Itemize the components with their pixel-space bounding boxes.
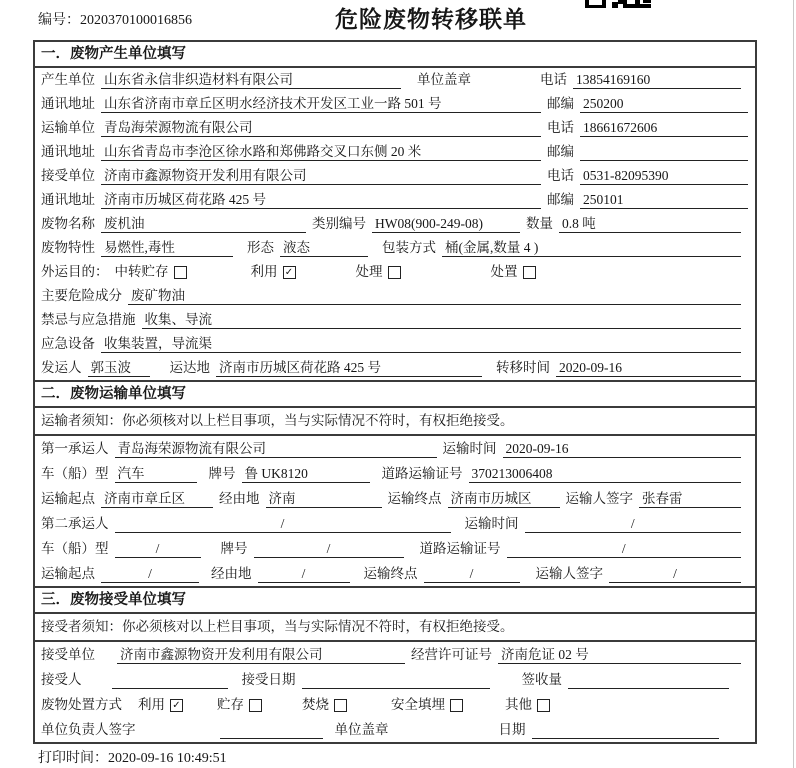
field-label: 通讯地址	[41, 192, 95, 207]
field-label: 包装方式	[382, 240, 436, 255]
field-value	[568, 671, 729, 689]
field-label: 应急设备	[41, 336, 95, 351]
field-label: 接受单位	[41, 647, 95, 662]
manifest-form	[33, 40, 757, 744]
field-label: 运输时间	[464, 516, 519, 531]
field-label: 发运人	[41, 360, 82, 375]
option-label: 处理	[355, 264, 383, 279]
field-label: 运输人签字	[565, 491, 633, 506]
checkbox-icon	[450, 699, 463, 712]
field-value	[112, 671, 228, 689]
field-label: 运输单位	[41, 120, 95, 135]
page-title: 危险废物转移联单	[335, 6, 527, 32]
field-value: 青岛海荣源物流有限公司	[115, 440, 437, 458]
field-value: 郭玉波	[88, 359, 150, 377]
field-label: 禁忌与应急措施	[41, 312, 136, 327]
serial-value: 2020370100016856	[80, 13, 192, 28]
field-value: 液态	[280, 239, 368, 257]
row-receiver-unit	[35, 164, 755, 188]
field-label: 单位盖章	[334, 722, 389, 737]
field-value: 济南市章丘区	[101, 490, 213, 508]
field-value: 250200	[580, 95, 748, 113]
field-label: 产生单位	[41, 72, 95, 87]
section1-header: 一．废物产生单位填写	[35, 42, 755, 68]
field-label: 牌号	[220, 541, 248, 556]
field-value: 汽车	[115, 465, 197, 483]
option-landfill	[391, 696, 463, 714]
row-hazard-component	[35, 284, 755, 308]
field-label: 第一承运人	[41, 441, 109, 456]
option-treat	[356, 263, 401, 281]
option-store	[217, 696, 262, 714]
field-label: 主要危险成分	[41, 288, 122, 303]
field-value: 废机油	[101, 215, 306, 233]
field-label: 道路运输证号	[381, 466, 463, 481]
option-dispose	[491, 263, 536, 281]
option-label: 安全填埋	[391, 697, 445, 712]
row-transfer-purpose	[35, 260, 755, 284]
field-label: 接受人	[41, 672, 82, 687]
row-accept-unit	[35, 642, 755, 667]
section2-header: 二．废物运输单位填写	[35, 380, 755, 408]
checkbox-checked-icon: ✓	[283, 266, 296, 279]
field-value: 济南市历城区荷花路 425 号	[101, 191, 541, 209]
field-value	[532, 721, 720, 739]
checkbox-icon	[174, 266, 187, 279]
row-responsible-signature	[35, 717, 755, 742]
field-value: 2020-09-16	[556, 359, 741, 377]
field-value: /	[507, 540, 742, 558]
field-value: 鲁 UK8120	[242, 465, 370, 483]
field-value: 济南市鑫源物资开发利用有限公司	[101, 167, 541, 185]
field-value	[302, 671, 490, 689]
field-value: 易燃性,毒性	[101, 239, 233, 257]
field-label: 电话	[547, 120, 574, 135]
field-value: 0531-82095390	[580, 167, 748, 185]
field-value: 收集装置，导流渠	[101, 335, 741, 353]
option-label: 处置	[490, 264, 518, 279]
option-transfer-storage	[115, 263, 187, 281]
row-emergency-equipment	[35, 332, 755, 356]
field-value: 济南市历城区荷花路 425 号	[216, 359, 482, 377]
field-value: 收集、导流	[142, 311, 742, 329]
row-route-2	[35, 561, 755, 586]
field-value: /	[258, 565, 350, 583]
row-waste-name	[35, 212, 755, 236]
field-value	[220, 721, 323, 739]
row-route-1	[35, 486, 755, 511]
option-utilize	[138, 696, 183, 714]
field-value: /	[101, 565, 199, 583]
row-first-carrier	[35, 436, 755, 461]
field-label: 车（船）型	[41, 541, 109, 556]
field-label: 运输时间	[442, 441, 497, 456]
print-time-value: 2020-09-16 10:49:51	[108, 751, 227, 766]
field-label: 运输起点	[41, 566, 95, 581]
field-value	[580, 143, 748, 161]
field-value: HW08(900-249-08)	[372, 215, 520, 233]
field-value: /	[254, 540, 404, 558]
field-value: /	[115, 515, 451, 533]
field-value: 山东省济南市章丘区明水经济技术开发区工业一路 501 号	[101, 95, 541, 113]
field-value: 张春雷	[639, 490, 741, 508]
field-label: 电话	[540, 72, 567, 87]
field-value: 济南市历城区	[448, 490, 560, 508]
checkbox-icon	[523, 266, 536, 279]
checkbox-icon	[249, 699, 262, 712]
row-accept-person	[35, 667, 755, 692]
field-label: 废物处置方式	[41, 697, 122, 712]
field-label: 数量	[526, 216, 553, 231]
option-label: 贮存	[217, 697, 244, 712]
field-value: /	[525, 515, 742, 533]
field-label: 第二承运人	[41, 516, 109, 531]
section3-header: 三．废物接受单位填写	[35, 586, 755, 614]
field-label: 邮编	[547, 192, 574, 207]
field-label: 邮编	[547, 96, 574, 111]
checkbox-checked-icon: ✓	[170, 699, 183, 712]
field-label: 废物特性	[41, 240, 95, 255]
page-edge-line	[793, 0, 794, 768]
transporter-notice: 运输者须知：你必须核对以上栏目事项，当与实际情况不符时，有权拒绝接受。	[35, 408, 755, 436]
field-value: 济南	[266, 490, 382, 508]
option-label: 其他	[505, 697, 532, 712]
row-emergency-measures	[35, 308, 755, 332]
field-label: 运输人签字	[535, 566, 603, 581]
row-receiver-address	[35, 188, 755, 212]
option-label: 利用	[250, 264, 278, 279]
field-label: 牌号	[208, 466, 236, 481]
option-label: 中转贮存	[114, 264, 169, 279]
field-label: 接受日期	[241, 672, 296, 687]
field-label: 外运目的：	[41, 264, 109, 279]
print-time-line	[38, 747, 227, 767]
field-value: 山东省青岛市李沧区徐水路和郑佛路交叉口东侧 20 米	[101, 143, 541, 161]
row-vehicle-type-2	[35, 536, 755, 561]
print-time-label: 打印时间：	[38, 751, 108, 766]
option-label: 焚烧	[302, 697, 329, 712]
field-value: /	[609, 565, 741, 583]
field-label: 通讯地址	[41, 96, 95, 111]
field-value: 济南危证 02 号	[498, 646, 741, 664]
option-incinerate	[302, 696, 347, 714]
row-producer-address	[35, 92, 755, 116]
field-label: 单位盖章	[417, 72, 471, 87]
serial-label: 编号：	[38, 13, 80, 28]
field-label: 接受单位	[41, 168, 95, 183]
checkbox-icon	[334, 699, 347, 712]
field-value: 13854169160	[573, 71, 741, 89]
field-label: 运输终点	[363, 566, 418, 581]
field-value: 桶(金属,数量 4 )	[442, 239, 741, 257]
field-label: 单位负责人签字	[41, 722, 136, 737]
field-label: 签收量	[521, 672, 562, 687]
field-label: 日期	[498, 722, 526, 737]
field-label: 运输起点	[41, 491, 95, 506]
row-waste-property	[35, 236, 755, 260]
receiver-notice: 接受者须知：你必须核对以上栏目事项，当与实际情况不符时，有权拒绝接受。	[35, 614, 755, 642]
row-transport-unit	[35, 116, 755, 140]
field-value: 废矿物油	[128, 287, 741, 305]
field-value: /	[424, 565, 520, 583]
field-label: 邮编	[547, 144, 574, 159]
field-value: 山东省永信非织造材料有限公司	[101, 71, 401, 89]
field-label: 经由地	[211, 566, 252, 581]
row-transport-address	[35, 140, 755, 164]
field-label: 废物名称	[41, 216, 95, 231]
field-value: 250101	[580, 191, 748, 209]
checkbox-icon	[388, 266, 401, 279]
field-label: 运输终点	[387, 491, 442, 506]
field-label: 类别编号	[312, 216, 366, 231]
row-shipper	[35, 356, 755, 380]
field-value: 2020-09-16	[503, 440, 742, 458]
field-value: 18661672606	[580, 119, 748, 137]
field-label: 经营许可证号	[411, 647, 492, 662]
field-label: 形态	[247, 240, 274, 255]
field-label: 通讯地址	[41, 144, 95, 159]
qr-code-fragment-icon	[585, 0, 653, 9]
field-value: 370213006408	[469, 465, 742, 483]
field-value: 青岛海荣源物流有限公司	[101, 119, 541, 137]
field-value: 济南市鑫源物资开发利用有限公司	[117, 646, 405, 664]
field-label: 经由地	[219, 491, 260, 506]
option-other	[505, 696, 550, 714]
field-label: 转移时间	[496, 360, 550, 375]
checkbox-icon	[537, 699, 550, 712]
option-utilize	[251, 263, 296, 281]
row-vehicle-type-1	[35, 461, 755, 486]
field-label: 电话	[547, 168, 574, 183]
field-value: /	[115, 540, 201, 558]
row-producer-unit	[35, 68, 755, 92]
field-label: 运达地	[169, 360, 210, 375]
row-disposal-method	[35, 692, 755, 717]
field-value: 0.8 吨	[559, 215, 741, 233]
option-label: 利用	[138, 697, 165, 712]
field-label: 道路运输证号	[419, 541, 501, 556]
field-label: 车（船）型	[41, 466, 109, 481]
row-second-carrier	[35, 511, 755, 536]
